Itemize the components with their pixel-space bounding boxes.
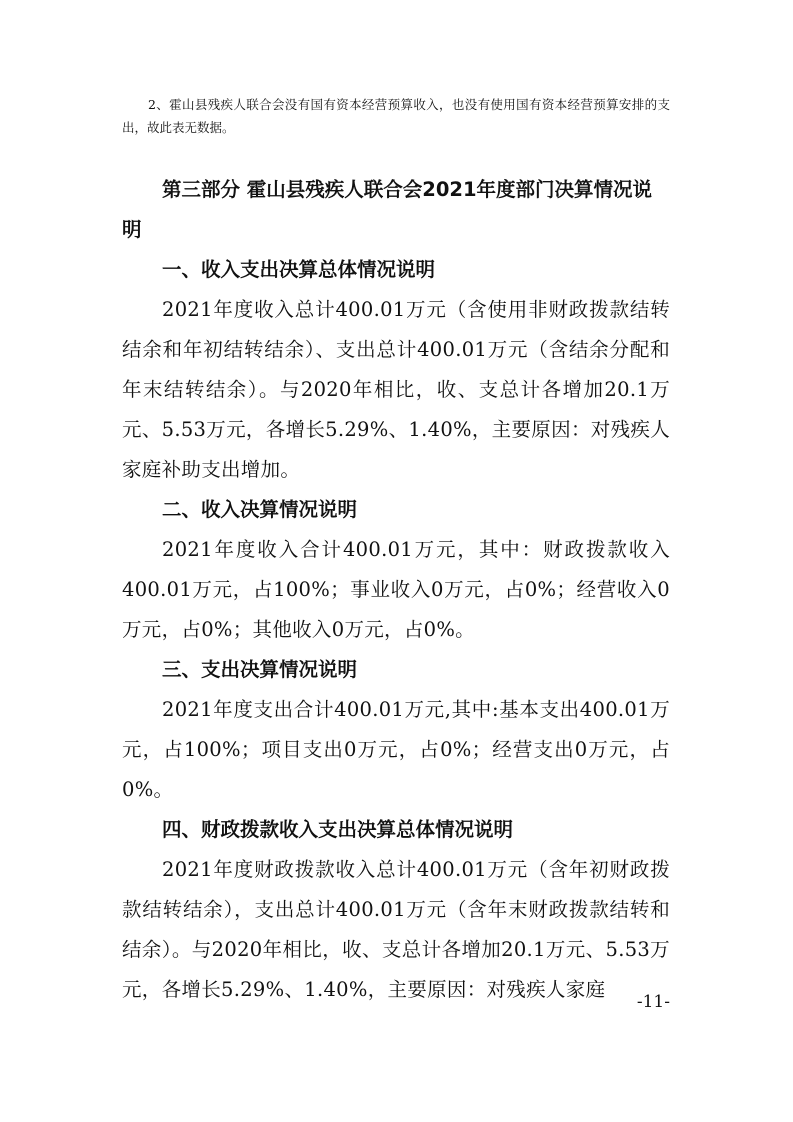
page-number: -11- (636, 992, 670, 1012)
table-note-text: 2、霍山县残疾人联合会没有国有资本经营预算收入，也没有使用国有资本经营预算安排的支出，故此表无数据。 (122, 97, 670, 135)
section-body-fiscal-appropriation: 2021年度财政拨款收入总计400.01万元（含年初财政拨款结转结余），支出总计400.01万元（含年末财政拨款结转和结余）。与2020年相比，收、支总计各增加20.1万元、5.53万元，各增长5.29%、1.40%，主要原因：对残疾人家庭 (122, 858, 670, 1001)
table-note (122, 93, 670, 139)
section-heading-overview: 一、收入支出决算总体情况说明 (162, 258, 436, 281)
section-heading-income: 二、收入决算情况说明 (162, 498, 358, 521)
section-heading-fiscal-appropriation: 四、财政拨款收入支出决算总体情况说明 (162, 818, 514, 841)
part-title-text: 第三部分 霍山县残疾人联合会2021年度部门决算情况说明 (122, 178, 653, 241)
section-body-income: 2021年度收入合计400.01万元，其中：财政拨款收入400.01万元，占100%；事业收入0万元，占0%；经营收入0万元，占0%；其他收入0万元，占0%。 (122, 538, 670, 641)
section-body-expenditure: 2021年度支出合计400.01万元,其中:基本支出400.01万元，占100%；项目支出0万元，占0%；经营支出0万元，占0%。 (122, 698, 670, 801)
section-heading-expenditure: 三、支出决算情况说明 (162, 658, 358, 681)
section-body-overview: 2021年度收入总计400.01万元（含使用非财政拨款结转结余和年初结转结余）、支出总计400.01万元（含结余分配和年末结转结余）。与2020年相比，收、支总计各增加20.1万元、5.53万元，各增长5.29%、1.40%，主要原因：对残疾人家庭补助支出增加。 (122, 298, 670, 481)
part-title (122, 170, 670, 250)
